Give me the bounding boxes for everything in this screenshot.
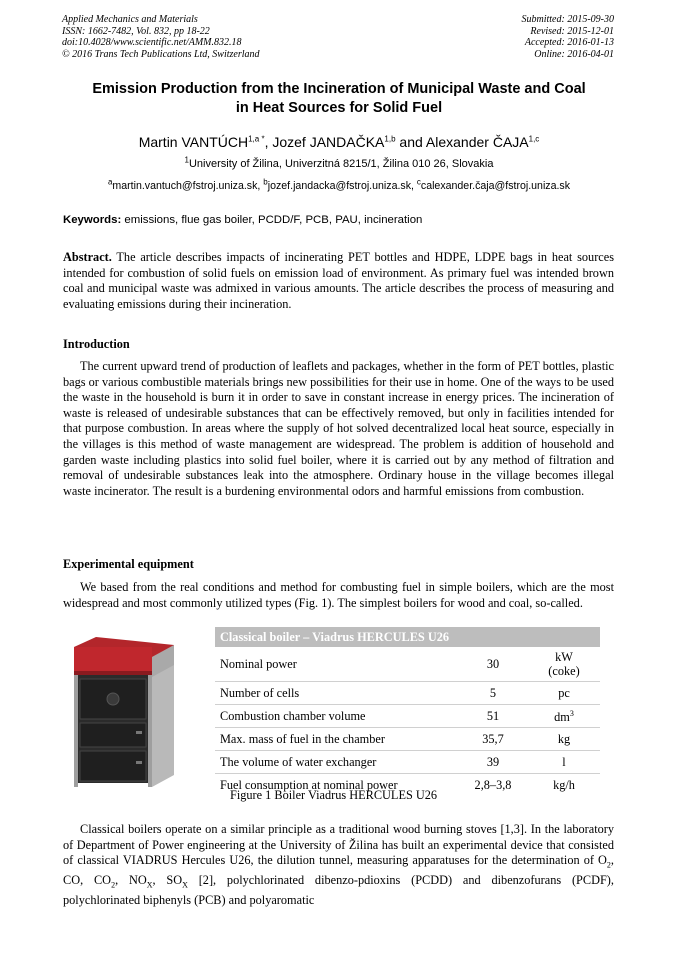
subscript: X bbox=[146, 880, 153, 890]
unit-cell: l bbox=[528, 750, 600, 773]
title-line-1: Emission Production from the Incineration of Municipal Waste and Coal bbox=[92, 81, 586, 97]
text-run: [2], polychlorinated dibenzo-pdioxins (PCDD) and dibenzofurans (PCDF), polychlorinated biphenyls (PCB) and polyaromatic bbox=[63, 873, 614, 908]
unit-cell bbox=[528, 647, 600, 681]
author-2-sup: 1,b bbox=[384, 134, 396, 144]
text-run: , NO bbox=[115, 873, 147, 888]
online-date: Online: 2016-04-01 bbox=[534, 48, 614, 60]
title-line-2: in Heat Sources for Solid Fuel bbox=[235, 100, 443, 116]
revised-date: Revised: 2015-12-01 bbox=[530, 25, 614, 37]
introduction-text: The current upward trend of production of leaflets and packages, whether in the form of PET bottles, plastic bags or various combustible materials brings new possibilities for their use in home. One of the ways to be used the waste in the household is burn it in order to save in constant increase in energy prices. The incineration of waste is released of undesirable substances that can be effectively removed, but only in facilities intended for that purpose combustion. In areas where the supply of hot solved decentralized local heat source, especially in the villages is this method of waste management are widespread. The problem is addition of household and garden waste including plastics into solid fuel boiler, where it is carried out by any method of filtration and removal of undesirable substances leak into the atmosphere. Ordinary house in the village becomes illegal waste incinerator. The result is a burdening environmental odors and harmful emissions from combustion. bbox=[63, 359, 614, 498]
table-header-row bbox=[215, 627, 600, 647]
affiliation-text: University of Žilina, Univerzitná 8215/1, Žilina 010 26, Slovakia bbox=[188, 158, 494, 170]
abstract-label: Abstract. bbox=[63, 250, 112, 264]
author-3-sup: 1,c bbox=[528, 134, 540, 144]
figure-caption: Figure 1 Boiler Viadrus HERCULES U26 bbox=[230, 788, 438, 802]
accepted-date: Accepted: 2016-01-13 bbox=[524, 37, 614, 48]
value-cell: 5 bbox=[458, 681, 528, 704]
author-1: Martin VANTÚCH bbox=[138, 134, 249, 150]
author-1-sup: 1,a * bbox=[248, 134, 265, 144]
value-cell: 2,8–3,8 bbox=[474, 777, 512, 792]
table-row bbox=[215, 727, 600, 750]
table-row bbox=[215, 704, 600, 727]
subscript: 2 bbox=[606, 860, 611, 870]
param-cell: The volume of water exchanger bbox=[215, 750, 458, 773]
introduction-heading: Introduction bbox=[63, 337, 130, 351]
text-run: Classical boilers operate on a similar principle as a traditional wood burning stoves [1,3]. In the laboratory of Department of Power engineering at the University of Žilina has built an experimental device that consisted of classical VIADRUS Hercules U26, the dilution tunnel, measuring apparatuses for the determination of O bbox=[63, 822, 614, 868]
email-c: calexander.čaja@fstroj.uniza.sk bbox=[420, 180, 571, 192]
unit-cell: kg bbox=[528, 727, 600, 750]
unit-text: kW bbox=[555, 649, 573, 664]
email-c-sup: c bbox=[416, 177, 421, 187]
param-cell: Fuel consumption at nominal power bbox=[220, 777, 398, 792]
param-cell: Number of cells bbox=[215, 681, 458, 704]
experimental-heading: Experimental equipment bbox=[63, 557, 194, 571]
abstract bbox=[63, 250, 614, 312]
param-cell: Max. mass of fuel in the chamber bbox=[215, 727, 458, 750]
journal-name: Applied Mechanics and Materials bbox=[62, 14, 198, 25]
unit-cell: kg/h bbox=[553, 777, 575, 792]
unit-cell: pc bbox=[528, 681, 600, 704]
author-list bbox=[40, 133, 638, 151]
param-cell: Combustion chamber volume bbox=[215, 704, 458, 727]
table-header: Classical boiler – Viadrus HERCULES U26 bbox=[215, 627, 600, 647]
affiliation-sup: 1 bbox=[184, 155, 189, 165]
abstract-text: The article describes impacts of incinerating PET bottles and HDPE, LDPE bags in heat sources intended for combustion of solid fuels on emission load of environment. As primary fuel was intended brown coal and municipal waste was admixed in various amounts. The article describes the process of measuring and evaluating emissions during their incineration. bbox=[63, 250, 614, 311]
author-2: , Jozef JANDAČKA bbox=[264, 134, 385, 150]
keywords bbox=[63, 213, 422, 227]
value-cell: 51 bbox=[458, 704, 528, 727]
value-cell: 30 bbox=[458, 647, 528, 681]
unit-text: dm bbox=[554, 710, 570, 725]
param-cell: Nominal power bbox=[215, 647, 458, 681]
submitted-date: Submitted: 2015-09-30 bbox=[521, 14, 614, 25]
copyright: © 2016 Trans Tech Publications Ltd, Switzerland bbox=[62, 48, 260, 60]
boiler-image bbox=[66, 637, 184, 787]
boiler-spec-table bbox=[215, 627, 600, 796]
unit-text-2: (coke) bbox=[548, 663, 580, 678]
keywords-label: Keywords: bbox=[63, 214, 122, 226]
affiliation bbox=[40, 157, 638, 171]
paper-title bbox=[50, 80, 628, 118]
text-run: , CO, CO bbox=[63, 853, 614, 888]
journal-header-right bbox=[522, 14, 615, 60]
table-row bbox=[215, 750, 600, 773]
body-paragraph bbox=[63, 822, 614, 909]
table-row bbox=[215, 647, 600, 681]
doi: doi:10.4028/www.scientific.net/AMM.832.18 bbox=[62, 37, 242, 48]
value-cell: 35,7 bbox=[458, 727, 528, 750]
unit-cell bbox=[528, 704, 600, 727]
author-3: and Alexander ČAJA bbox=[395, 134, 529, 150]
unit-sup: 3 bbox=[569, 708, 574, 718]
text-run: , SO bbox=[152, 873, 183, 888]
value-cell: 39 bbox=[458, 750, 528, 773]
table-row bbox=[215, 681, 600, 704]
email-b-sup: b bbox=[263, 177, 268, 187]
email-a: martin.vantuch@fstroj.uniza.sk, bbox=[112, 180, 264, 192]
subscript: 2 bbox=[111, 880, 116, 890]
journal-header-left bbox=[62, 14, 260, 60]
experimental-text: We based from the real conditions and method for combusting fuel in simple boilers, which are the most widespread and most commonly utilized types (Fig. 1). The simplest boilers for wood and coal, so-called. bbox=[63, 580, 614, 610]
email-b: jozef.jandacka@fstroj.uniza.sk, bbox=[267, 180, 417, 192]
keywords-text: emissions, flue gas boiler, PCDD/F, PCB, PAU, incineration bbox=[121, 214, 423, 226]
subscript: X bbox=[182, 880, 188, 890]
email-a-sup: a bbox=[107, 177, 113, 187]
author-emails bbox=[40, 179, 638, 193]
issn: ISSN: 1662-7482, Vol. 832, pp 18-22 bbox=[62, 25, 210, 37]
